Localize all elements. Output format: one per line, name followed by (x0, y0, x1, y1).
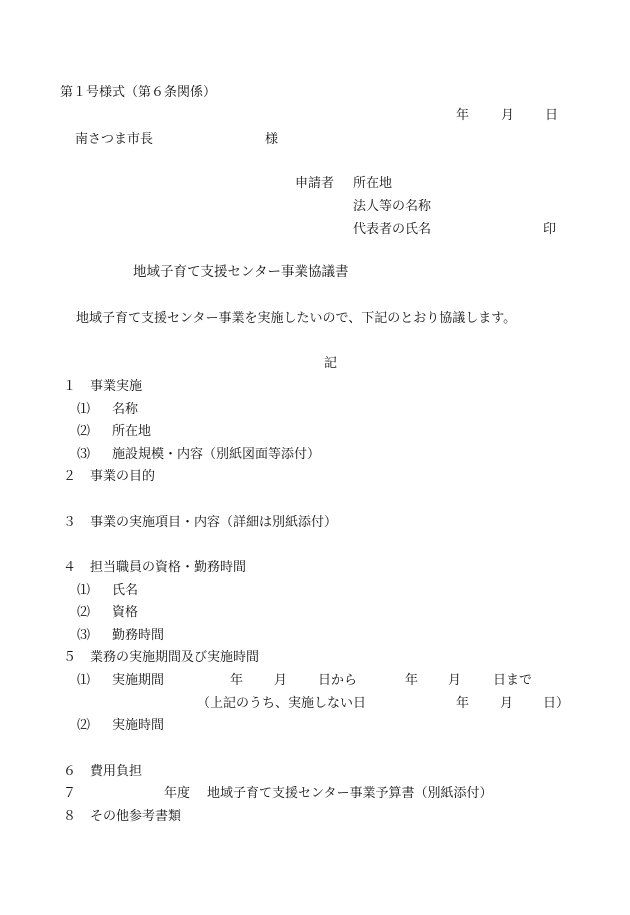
addressee: 南さつま市長 (75, 132, 154, 147)
section-4-item-1-number: ⑴ (77, 583, 91, 598)
section-2-number: ２ (63, 469, 77, 484)
applicant-rep-name-label: 代表者の氏名 (353, 222, 432, 237)
section-1-item-3-label: 施設規模・内容（別紙図面等添付） (112, 447, 321, 462)
date-day-label: 日 (545, 108, 559, 123)
section-1-item-3-number: ⑶ (77, 447, 91, 462)
section-2-label: 事業の目的 (90, 469, 156, 484)
section-4-item-3-label: 勤務時間 (112, 628, 165, 643)
section-3-label: 事業の実施項目・内容（詳細は別紙添付） (90, 515, 338, 530)
applicant-label: 申請者 (295, 176, 335, 191)
period-end-day-label: 日まで (493, 673, 533, 688)
document-title: 地域子育て支援センター事業協議書 (133, 264, 349, 280)
section-4-item-2-label: 資格 (112, 605, 139, 620)
intro-text: 地域子育て支援センター事業を実施したいので、下記のとおり協議します。 (76, 311, 517, 326)
section-4-label: 担当職員の資格・勤務時間 (90, 560, 247, 575)
section-5-period-label: 実施期間 (112, 673, 165, 688)
section-1-item-2-number: ⑵ (77, 424, 91, 439)
ki-heading: 記 (324, 356, 338, 371)
exclude-day-label: 日） (543, 696, 570, 711)
section-3-number: ３ (63, 515, 77, 530)
section-7-fiscal-year-label: 年度 (164, 786, 191, 801)
exclude-year-label: 年 (456, 696, 470, 711)
exclude-month-label: 月 (500, 696, 514, 711)
section-1-number: １ (63, 379, 77, 394)
section-4-item-1-label: 氏名 (112, 583, 139, 598)
section-5-period-number: ⑴ (77, 673, 91, 688)
section-1-item-2-label: 所在地 (112, 424, 152, 439)
section-8-label: その他参考書類 (90, 809, 182, 824)
section-6-label: 費用負担 (90, 764, 143, 779)
date-year-label: 年 (456, 108, 470, 123)
section-4-item-3-number: ⑶ (77, 628, 91, 643)
addressee-suffix: 様 (265, 132, 279, 147)
form-number: 第１号様式（第６条関係） (60, 85, 217, 100)
section-1-item-1-number: ⑴ (77, 402, 91, 417)
exclude-days-label: （上記のうち、実施しない日 (197, 696, 367, 711)
section-7-number: ７ (63, 786, 77, 801)
seal-mark: 印 (543, 222, 557, 237)
section-6-number: ６ (63, 764, 77, 779)
section-7-label: 地域子育て支援センター事業予算書（別紙添付） (207, 786, 493, 801)
section-5-number: ５ (63, 650, 77, 665)
period-start-day-label: 日から (318, 673, 358, 688)
date-month-label: 月 (501, 108, 515, 123)
section-5-label: 業務の実施期間及び実施時間 (90, 650, 260, 665)
period-start-month-label: 月 (274, 673, 288, 688)
section-5-hours-number: ⑵ (77, 718, 91, 733)
period-start-year-label: 年 (230, 673, 244, 688)
period-end-year-label: 年 (405, 673, 419, 688)
section-8-number: ８ (63, 809, 77, 824)
applicant-address-label: 所在地 (353, 176, 393, 191)
section-4-number: ４ (63, 560, 77, 575)
applicant-corp-name-label: 法人等の名称 (353, 199, 432, 214)
section-4-item-2-number: ⑵ (77, 605, 91, 620)
section-1-label: 事業実施 (90, 379, 143, 394)
period-end-month-label: 月 (448, 673, 462, 688)
section-1-item-1-label: 名称 (112, 402, 139, 417)
section-5-hours-label: 実施時間 (112, 718, 165, 733)
